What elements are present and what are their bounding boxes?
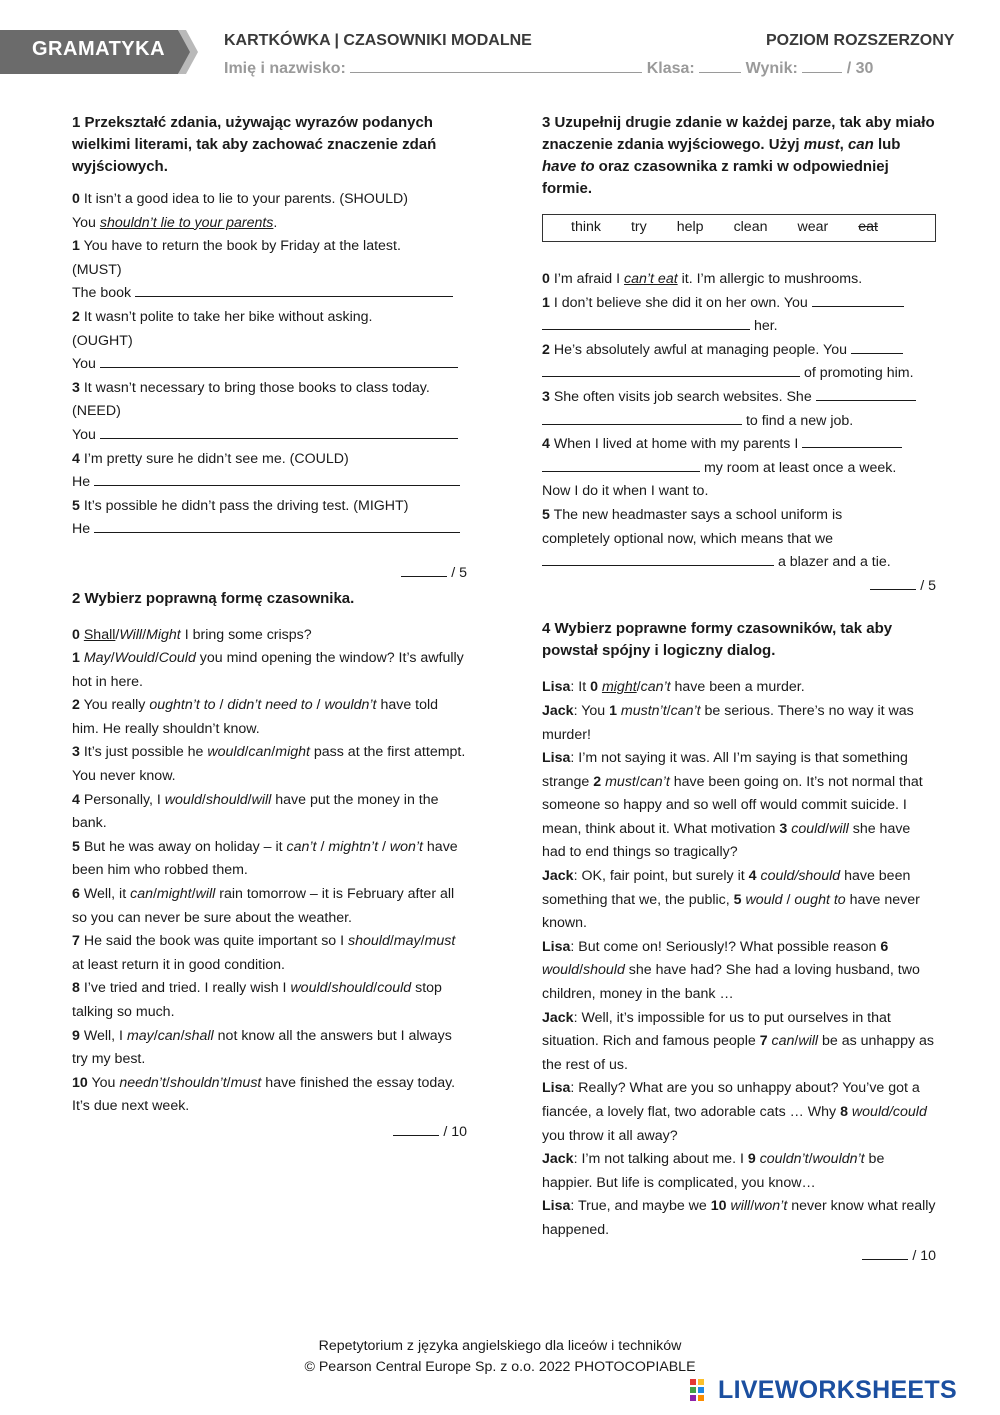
text-run: Shall — [83, 626, 116, 643]
answer-blank[interactable] — [94, 518, 460, 533]
task1-item-1-answer: The book — [72, 282, 467, 306]
text-run: have been him who robbed them. — [72, 838, 458, 879]
dialogue-line[interactable] — [542, 936, 936, 1007]
text-run: / — [226, 1074, 231, 1091]
text-run: couldn’t — [759, 1151, 809, 1168]
text-run: have to — [542, 158, 595, 175]
text-run: / — [666, 702, 671, 719]
text-run: oraz czasownika z ramki w odpowiedniej formie. — [542, 158, 889, 197]
task1-example-answer: You shouldn’t lie to your parents. — [72, 214, 278, 231]
text-run: : I’m not talking about me. I — [573, 1151, 748, 1168]
text-run: you mind opening the window? It’s awfully hot in here. — [72, 650, 464, 690]
task3-item-5: 5 The new headmaster says a school uniform is — [542, 506, 843, 523]
text-run: will — [829, 820, 849, 837]
task2-item[interactable] — [72, 1025, 467, 1072]
word-try: try — [630, 219, 647, 236]
text-run: / — [271, 744, 276, 761]
name-field[interactable] — [350, 58, 642, 73]
text-run: can — [771, 1033, 795, 1050]
word-box — [542, 214, 936, 242]
text-run: mustn’t — [620, 702, 667, 719]
text-run: pass at the first attempt. You never know. — [72, 744, 466, 785]
task1-item-2-keyword: (OUGHT) — [72, 332, 133, 349]
text-run: May — [83, 650, 111, 667]
text-run: Jack — [542, 868, 574, 885]
text-run: / — [215, 697, 228, 714]
text-run: have been going on. It’s not normal that someone so happy and so well off would commit suicide. I mean, think about it. What motivation — [542, 773, 923, 837]
worksheet-header — [224, 32, 955, 50]
text-run: Might — [146, 626, 181, 643]
text-run: have never known. — [542, 891, 920, 932]
text-run: / — [165, 1074, 170, 1091]
text-run: could — [791, 820, 826, 837]
text-run: can — [847, 136, 874, 153]
text-run: stop talking so much. — [72, 980, 442, 1020]
text-run: would — [745, 891, 783, 908]
text-run: could/should — [760, 868, 841, 885]
text-run: / — [152, 886, 157, 903]
text-run: / — [201, 791, 206, 808]
text-run: / — [327, 980, 332, 997]
text-run: : OK, fair point, but surely it — [573, 868, 749, 885]
student-info-row — [224, 58, 873, 78]
text-run: might — [601, 679, 637, 696]
task1-item-2-answer: You — [72, 353, 467, 377]
word-eat-used: eat — [858, 219, 878, 236]
text-run: must — [803, 136, 840, 153]
text-run: would — [164, 791, 202, 808]
task3-item-5-answer: a blazer and a tie. — [542, 551, 936, 575]
page-footer — [0, 1336, 1000, 1378]
text-run: / — [244, 744, 249, 761]
text-run: I’ve tried and tried. I really wish I — [79, 980, 291, 997]
text-run: : But come on! Seriously!? What possible reason — [570, 938, 881, 955]
text-run: 7 — [759, 1033, 772, 1050]
text-run: would — [290, 980, 328, 997]
text-run: / — [316, 838, 329, 855]
text-run: be happier. But life is complicated, you know… — [542, 1151, 885, 1191]
text-run: must — [424, 933, 456, 950]
footer-line-1: Repetytorium z języka angielskiego dla liceów i techników — [318, 1338, 682, 1354]
text-run: Lisa — [542, 1080, 571, 1097]
item-number: 6 — [72, 886, 80, 903]
word-clean: clean — [733, 219, 768, 236]
task3-item-3: 3 She often visits job search websites. She — [542, 386, 936, 410]
text-run: won’t — [389, 838, 423, 855]
class-field[interactable] — [699, 58, 741, 73]
task4-title: 4 Wybierz poprawne formy czasowników, tak aby powstał spójny i logiczny dialog. — [542, 620, 893, 660]
item-number: 3 — [72, 744, 80, 761]
text-run: / — [154, 650, 159, 667]
text-run: 1 — [609, 702, 621, 719]
text-run: / — [378, 838, 390, 855]
item-number: 2 — [72, 697, 80, 714]
class-label: Klasa: — [646, 60, 695, 77]
text-run: : You — [573, 702, 610, 719]
text-run: may — [126, 1027, 154, 1044]
text-run: Jack — [542, 1009, 574, 1026]
task1-item-5: 5 It’s possible he didn’t pass the driving test. (MIGHT) — [72, 497, 409, 514]
item-number: 5 — [72, 838, 80, 855]
right-column — [542, 112, 936, 1268]
word-help: help — [676, 219, 704, 236]
text-run: / — [389, 933, 394, 950]
text-run: : I’m not saying it was. All I’m saying is that something strange — [542, 750, 908, 790]
text-run: Lisa — [542, 750, 571, 767]
word-wear: wear — [797, 219, 829, 236]
task2-item[interactable] — [72, 789, 467, 836]
answer-blank[interactable] — [542, 410, 742, 425]
text-run: Well, it — [79, 886, 131, 903]
text-run: 4 — [748, 868, 761, 885]
item-number: 0 — [72, 626, 80, 643]
text-run: should — [205, 791, 248, 808]
text-run: : Really? What are you so unhappy about? You’ve got a fiancée, a lovely flat, two adorable cats … Why — [542, 1080, 920, 1120]
task1-item-3: 3 It wasn’t necessary to bring those books to class today. — [72, 379, 430, 396]
answer-blank[interactable] — [100, 353, 458, 368]
text-run: mightn’t — [328, 838, 379, 855]
text-run: might — [156, 886, 192, 903]
text-run: / — [115, 626, 120, 643]
answer-blank[interactable] — [135, 282, 453, 297]
result-total: / 30 — [846, 60, 874, 77]
text-run: / — [142, 626, 147, 643]
score-blank[interactable] — [401, 562, 447, 577]
text-run: / — [825, 820, 830, 837]
text-run: can — [157, 1027, 181, 1044]
dialogue-line[interactable] — [542, 1148, 936, 1195]
text-run: / — [420, 933, 425, 950]
text-run: have been a murder. — [670, 679, 805, 696]
score-blank[interactable] — [393, 1121, 439, 1136]
liveworksheets-logo — [690, 1376, 990, 1408]
task4-dialogue — [542, 676, 936, 1242]
answer-blank[interactable] — [542, 315, 750, 330]
text-run: / — [110, 650, 115, 667]
text-run: 2 — [593, 773, 606, 790]
text-run: Jack — [542, 1151, 574, 1168]
footer-line-2: © Pearson Central Europe Sp. z o.o. 2022 PHOTOCOPIABLE — [304, 1359, 696, 1375]
dialogue-line[interactable] — [542, 1007, 936, 1078]
text-run: be as unhappy as the rest of us. — [542, 1033, 935, 1073]
task2-item[interactable] — [72, 836, 467, 883]
banner-title: GRAMATYKA — [32, 38, 166, 60]
text-run: she have had to end things so tragically? — [542, 820, 911, 861]
text-run: Could — [158, 650, 196, 667]
text-run: Lisa — [542, 938, 571, 955]
text-run: at least return it in good condition. — [72, 956, 285, 973]
text-run: didn’t need to — [227, 697, 313, 714]
task3-item-2: 2 He’s absolutely awful at managing people. You — [542, 339, 936, 363]
task3-score: / 5 — [542, 575, 936, 599]
text-run: shall — [184, 1027, 214, 1044]
text-run: wouldn’t — [812, 1151, 865, 1168]
item-number: 9 — [72, 1027, 80, 1044]
dialogue-line[interactable] — [542, 865, 936, 936]
task1-title: 1 Przekształć zdania, używając wyrazów podanych wielkimi literami, tak aby zachować znaczenie zdań wyjściowych. — [72, 114, 437, 175]
word-think: think — [571, 219, 601, 236]
task1-score: / 5 — [72, 562, 467, 586]
task3-item-1-cont: her. — [542, 315, 936, 339]
text-run: Would — [114, 650, 155, 667]
answer-blank[interactable] — [802, 433, 902, 448]
name-label: Imię i nazwisko: — [224, 60, 346, 77]
text-run: might — [275, 744, 310, 761]
item-number: 7 — [72, 933, 80, 950]
level-label: POZIOM ROZSZERZONY — [766, 32, 955, 49]
text-run: could — [377, 980, 412, 997]
text-run: must — [605, 773, 636, 790]
text-run: / — [635, 773, 640, 790]
task3-item-4-note: Now I do it when I want to. — [542, 483, 709, 500]
task1-example: 0 It isn’t a good idea to lie to your parents. (SHOULD) — [72, 191, 408, 207]
answer-blank[interactable] — [94, 471, 460, 486]
answer-blank[interactable] — [851, 339, 903, 354]
text-run: 8 — [840, 1104, 852, 1120]
text-run: / — [247, 791, 252, 808]
text-run: wouldn’t — [324, 697, 377, 714]
text-run: you throw it all away? — [542, 1127, 678, 1144]
text-run: It’s just possible he — [79, 744, 208, 761]
text-run: But he was away on holiday – it — [79, 838, 287, 855]
text-run: won’t — [754, 1198, 788, 1215]
task3-item-4-cont: my room at least once a week. — [542, 457, 936, 481]
text-run: have finished the essay today. It’s due next week. — [72, 1074, 456, 1115]
text-run: will — [251, 791, 272, 808]
answer-blank[interactable] — [100, 424, 458, 439]
task2-item[interactable] — [72, 741, 467, 788]
task2-item[interactable] — [72, 694, 467, 741]
text-run: / — [373, 980, 378, 997]
text-run: : It — [570, 679, 591, 696]
task2-item[interactable] — [72, 647, 467, 694]
answer-blank[interactable] — [812, 292, 904, 307]
left-column — [72, 112, 467, 1145]
text-run: 10 — [710, 1198, 731, 1215]
task1-item-4-answer: He — [72, 471, 467, 495]
result-field[interactable] — [802, 58, 842, 73]
task2-item[interactable] — [72, 930, 467, 977]
text-run: 9 — [747, 1151, 760, 1168]
task2-item[interactable] — [72, 977, 467, 1024]
task3-item-5-cont: completely optional now, which means that we — [542, 530, 834, 547]
text-run: / — [191, 886, 196, 903]
text-run: can — [248, 744, 272, 761]
text-run: can’t — [670, 702, 701, 719]
text-run: should — [583, 962, 625, 979]
answer-blank[interactable] — [542, 362, 800, 377]
text-run: 5 — [733, 891, 746, 908]
task1-item-1-keyword: (MUST) — [72, 261, 122, 278]
answer-blank[interactable] — [816, 386, 916, 401]
section-banner — [0, 30, 198, 74]
answer-blank[interactable] — [542, 551, 774, 566]
text-run: will — [195, 886, 216, 903]
text-run: needn’t — [119, 1074, 166, 1091]
text-run: / — [782, 891, 795, 908]
text-run: Well, I — [79, 1027, 127, 1044]
dialogue-line[interactable] — [542, 1195, 936, 1242]
text-run: she have had? She had a loving husband, two children, money in the bank … — [542, 962, 920, 1003]
task1-item-3-answer: You — [72, 424, 467, 448]
task1-item-1: 1 You have to return the book by Friday at the latest. — [72, 238, 401, 255]
text-run: / — [312, 697, 325, 714]
text-run: / — [794, 1033, 799, 1050]
text-run: rain tomorrow – it is February after all so you can never be sure about the weather. — [72, 886, 455, 926]
item-number: 1 — [72, 650, 80, 667]
logo-text: LIVEWORKSHEETS — [718, 1376, 957, 1404]
task3-example: 0 I’m afraid I can’t eat it. I’m allergic to mushrooms. — [542, 271, 863, 287]
text-run: should — [348, 933, 390, 950]
task3-title — [542, 112, 936, 200]
task1-item-2: 2 It wasn’t polite to take her bike without asking. — [72, 308, 373, 325]
text-run: Jack — [542, 702, 574, 719]
text-run: lub — [873, 136, 901, 153]
item-number: 8 — [72, 980, 80, 997]
dialogue-line[interactable] — [542, 700, 936, 747]
task3-item-2-cont: of promoting him. — [542, 362, 936, 386]
task3-item-1: 1 I don’t believe she did it on her own. You — [542, 292, 936, 316]
text-run: be serious. There’s no way it was murder! — [542, 702, 914, 743]
text-run: have been something that we, the public, — [542, 868, 911, 908]
dialogue-line[interactable] — [542, 676, 936, 700]
task1-item-4: 4 I’m pretty sure he didn’t see me. (COULD) — [72, 450, 349, 467]
text-run: not know all the answers but I always try my best. — [72, 1027, 452, 1068]
logo-squares-icon — [690, 1379, 712, 1405]
text-run: , — [839, 136, 848, 153]
text-run: ought to — [794, 891, 846, 908]
task4-score: / 10 — [542, 1245, 936, 1269]
text-run: may — [393, 933, 421, 950]
score-blank[interactable] — [862, 1245, 908, 1260]
text-run: He said the book was quite important so I — [79, 933, 349, 950]
text-run: would/could — [851, 1104, 927, 1120]
text-run: : True, and maybe we — [570, 1198, 711, 1215]
text-run: should — [331, 980, 374, 997]
dialogue-line[interactable] — [542, 747, 936, 865]
text-run: 3 — [779, 820, 792, 837]
task2-score: / 10 — [72, 1121, 467, 1145]
text-run: You — [87, 1074, 120, 1091]
text-run: can’t — [640, 679, 671, 696]
task3-item-4: 4 When I lived at home with my parents I — [542, 433, 936, 457]
result-label: Wynik: — [745, 60, 798, 77]
text-run: oughtn’t to — [149, 697, 216, 714]
text-run: shouldn’t — [169, 1074, 227, 1091]
dialogue-line[interactable] — [542, 1077, 936, 1148]
text-run: I bring some crisps? — [180, 626, 312, 643]
task2-item[interactable] — [72, 1072, 467, 1119]
text-run: have told him. He really shouldn’t know. — [72, 697, 439, 737]
score-blank[interactable] — [870, 575, 916, 590]
text-run: must — [230, 1074, 262, 1091]
text-run: / — [636, 679, 641, 696]
text-run: / — [180, 1027, 185, 1044]
task1-item-5-answer: He — [72, 518, 467, 542]
text-run: would — [542, 962, 580, 979]
text-run: / — [808, 1151, 813, 1168]
text-run: will — [798, 1033, 819, 1050]
worksheet-title: KARTKÓWKA | CZASOWNIKI MODALNE — [224, 32, 532, 49]
task3-item-3-cont: to find a new job. — [542, 410, 936, 434]
text-run: will — [730, 1198, 751, 1215]
item-number: 10 — [72, 1074, 88, 1091]
text-run: / — [750, 1198, 755, 1215]
text-run: never know what really happened. — [542, 1198, 936, 1238]
text-run: / — [153, 1027, 158, 1044]
text-run: can’t — [639, 773, 670, 790]
text-run: would — [207, 744, 245, 761]
task1-item-3-keyword: (NEED) — [72, 403, 121, 420]
text-run: 0 — [590, 679, 602, 696]
text-run: Will — [119, 626, 143, 643]
answer-blank[interactable] — [542, 457, 700, 472]
task2-title: 2 Wybierz poprawną formę czasownika. — [72, 589, 355, 607]
text-run: Lisa — [542, 1198, 571, 1215]
text-run: can’t — [286, 838, 317, 855]
text-run: : Well, it’s impossible for us to put ourselves in that situation. Rich and famous people — [542, 1009, 891, 1050]
text-run: Personally, I — [79, 791, 165, 808]
text-run: / — [579, 962, 584, 979]
task2-items — [72, 624, 467, 1119]
task2-item[interactable] — [72, 624, 467, 648]
text-run: Lisa — [542, 679, 571, 696]
item-number: 4 — [72, 791, 80, 808]
text-run: 3 Uzupełnij drugie zdanie w każdej parze, tak aby miało znaczenie zdania wyjściowego. Użyj — [542, 114, 935, 153]
text-run: You really — [79, 697, 150, 714]
text-run: have put the money in the bank. — [72, 791, 439, 832]
text-run: 6 — [880, 938, 889, 955]
task2-item[interactable] — [72, 883, 467, 930]
text-run: can — [130, 886, 153, 903]
